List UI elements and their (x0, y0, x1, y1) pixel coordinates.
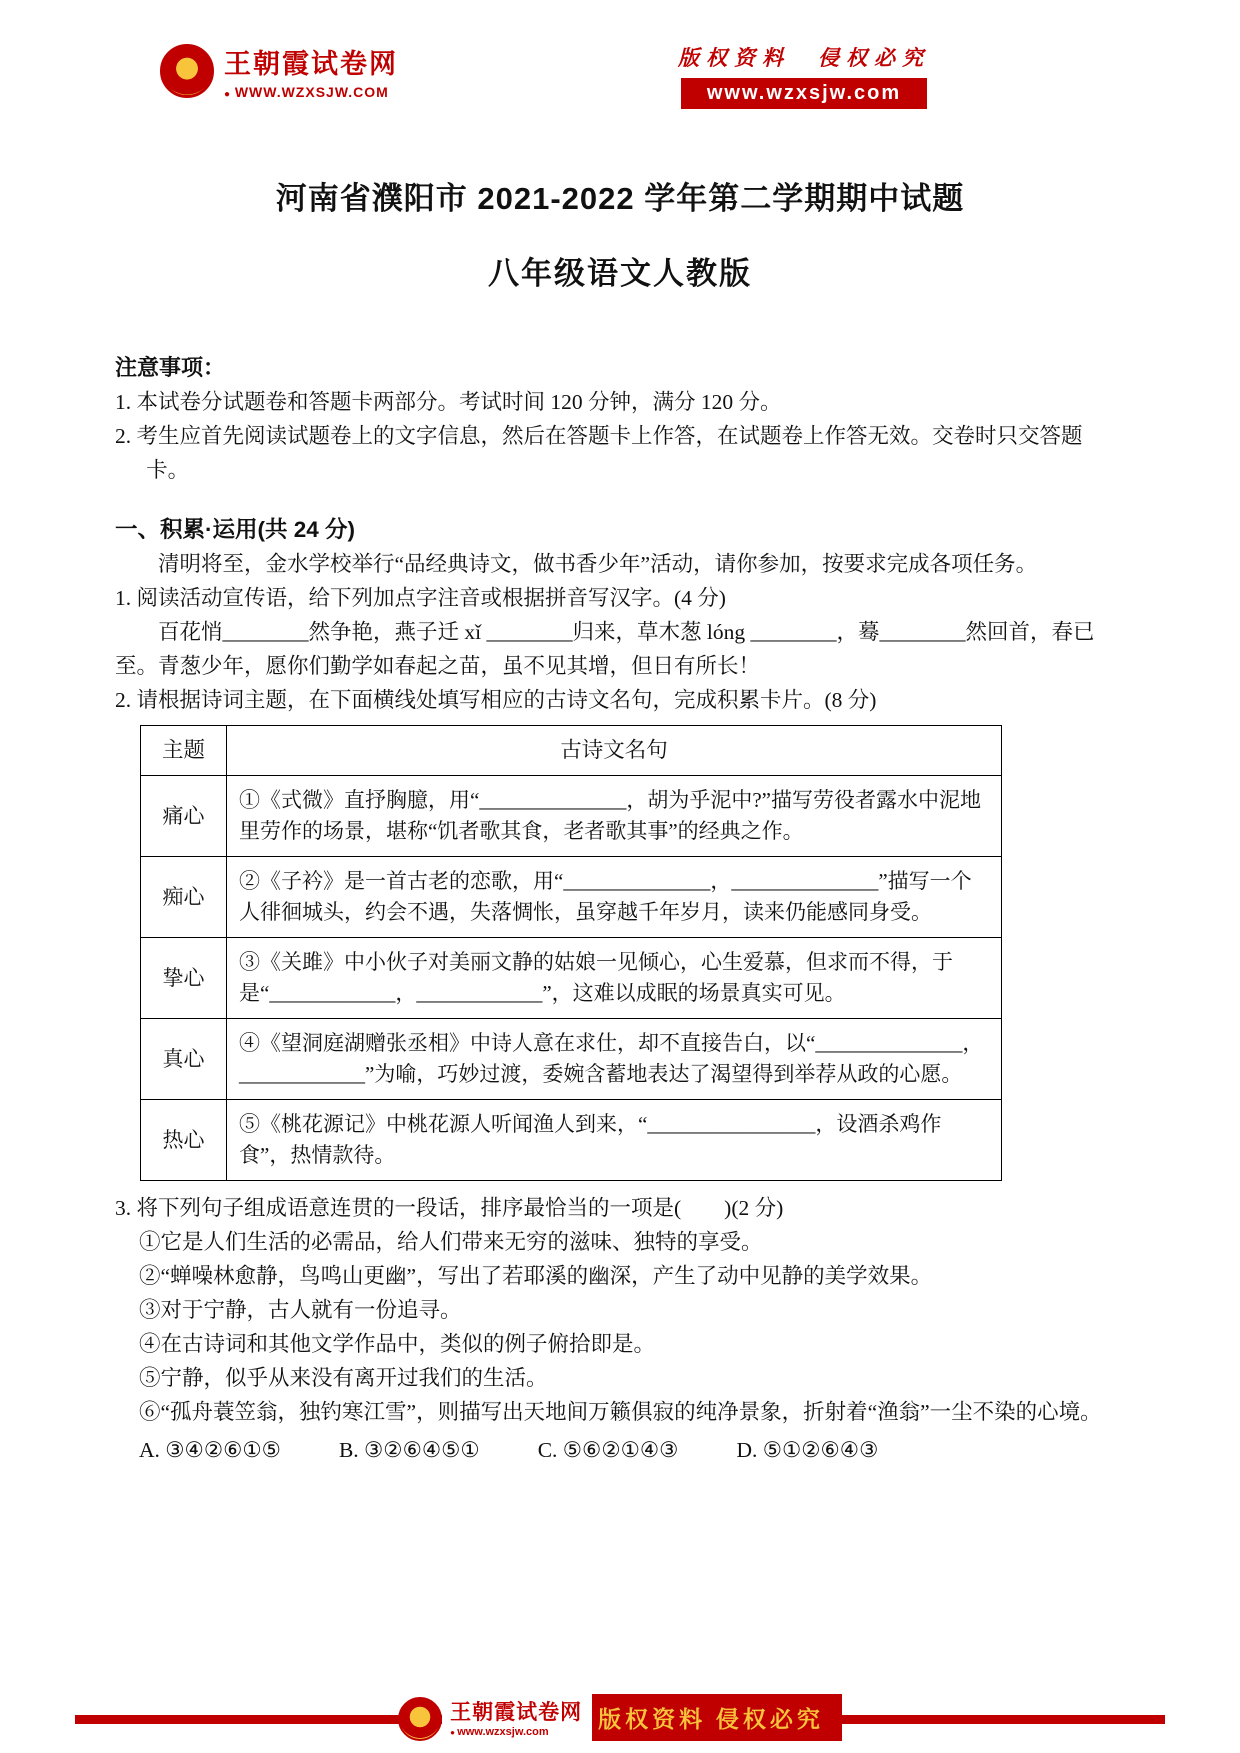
page-header (0, 0, 1240, 109)
exam-subtitle: 八年级语文人教版 (488, 256, 752, 291)
theme-cell: 真心 (141, 1019, 227, 1100)
table-row (141, 776, 1002, 857)
question-3-options (139, 1433, 1125, 1467)
poem-accumulation-table (140, 725, 1002, 1181)
site-logo (160, 42, 398, 100)
table-header-row (141, 726, 1002, 776)
section-intro: 清明将至，金水学校举行“品经典诗文，做书香少年”活动，请你参加，按要求完成各项任务。 (158, 552, 1038, 576)
theme-cell: 挚心 (141, 938, 227, 1019)
question-1-stem: 1. 阅读活动宣传语，给下列加点字注音或根据拼音写汉字。(4 分) (115, 586, 726, 610)
theme-column-header: 主题 (141, 726, 227, 776)
copyright-slogan: 版权资料 侵权必究 (678, 46, 930, 70)
verse-cell: ②《子衿》是一首古老的恋歌，用“______________，______________”描写一个人徘徊城头，约会不遇，失落惆怅，虽穿越千年岁月，读来仍能感同身受。 (227, 857, 1002, 938)
table-row (141, 938, 1002, 1019)
question-1-body: 百花悄________然争艳，燕子迁 xǐ ________归来，草木葱 lóng ________，蓦________然回首，春已至。青葱少年，愿你们勤学如春起之苗，虽不见其增，但日有所长！ (115, 620, 1095, 678)
exam-body (0, 351, 1240, 1467)
verse-cell: ⑤《桃花源记》中桃花源人听闻渔人到来，“________________，设酒杀鸡作食”，热情款待。 (227, 1100, 1002, 1181)
theme-cell: 痴心 (141, 857, 227, 938)
page-footer (0, 1693, 1240, 1745)
question-3-sentence: ①它是人们生活的必需品，给人们带来无穷的滋味、独特的享受。 (139, 1230, 763, 1254)
question-3-sentence: ③对于宁静，古人就有一份追寻。 (139, 1298, 462, 1322)
website-banner: www.wzxsjw.com (681, 78, 927, 109)
exam-title: 河南省濮阳市 2021-2022 学年第二学期期中试题 (275, 181, 965, 216)
brand-name: 王朝霞试卷网 (224, 49, 398, 79)
option-b: B. ③②⑥④⑤① (338, 1438, 480, 1462)
notice-heading: 注意事项： (115, 355, 226, 380)
notice-item: 1. 本试卷分试题卷和答题卡两部分。考试时间 120 分钟，满分 120 分。 (115, 390, 782, 414)
footer-copyright-slogan: 版权资料 侵权必究 (592, 1694, 842, 1741)
option-c: C. ⑤⑥②①④③ (537, 1438, 679, 1462)
footer-brand-name: 王朝霞试卷网 (450, 1701, 583, 1724)
theme-cell: 痛心 (141, 776, 227, 857)
brand-seal-icon (160, 44, 214, 98)
section-one-heading: 一、积累·运用(共 24 分) (115, 517, 356, 542)
question-2-stem: 2. 请根据诗词主题，在下面横线处填写相应的古诗文名句，完成积累卡片。(8 分) (115, 688, 877, 712)
brand-url: ● WWW.WZXSJW.COM (224, 84, 398, 100)
footer-brand-url: ● www.wzxsjw.com (450, 1726, 549, 1738)
footer-brand-seal-icon (398, 1697, 442, 1741)
verse-column-header: 古诗文名句 (227, 726, 1002, 776)
verse-cell: ③《关雎》中小伙子对美丽文静的姑娘一见倾心，心生爱慕，但求而不得，于是“____________，____________”，这难以成眠的场景真实可见。 (227, 938, 1002, 1019)
table-row (141, 1019, 1002, 1100)
verse-cell: ④《望洞庭湖赠张丞相》中诗人意在求仕，却不直接告白，以“______________，____________”为喻，巧妙过渡，委婉含蓄地表达了渴望得到举荐从政的心愿。 (227, 1019, 1002, 1100)
question-3-sentence: ④在古诗词和其他文学作品中，类似的例子俯拾即是。 (139, 1332, 656, 1356)
brand-text-block (224, 42, 398, 100)
question-3-sentence: ⑥“孤舟蓑笠翁，独钓寒江雪”，则描写出天地间万籁俱寂的纯净景象，折射着“渔翁”一尘不染的心境。 (139, 1400, 1102, 1424)
table-row (141, 857, 1002, 938)
verse-cell: ①《式微》直抒胸臆，用“______________，胡为乎泥中?”描写劳役者露水中泥地里劳作的场景，堪称“饥者歌其食，老者歌其事”的经典之作。 (227, 776, 1002, 857)
section-one (115, 513, 1125, 1467)
notice-item: 2. 考生应首先阅读试题卷上的文字信息，然后在答题卡上作答，在试题卷上作答无效。交卷时只交答题卡。 (115, 424, 1083, 482)
option-a: A. ③④②⑥①⑤ (139, 1438, 281, 1462)
question-3-stem: 3. 将下列句子组成语意连贯的一段话，排序最恰当的一项是( )(2 分) (115, 1196, 784, 1220)
table-row (141, 1100, 1002, 1181)
question-3-sentence: ⑤宁静，似乎从来没有离开过我们的生活。 (139, 1366, 548, 1390)
footer-brand-block (442, 1694, 592, 1740)
footer-content (0, 1693, 1240, 1741)
notice-section (115, 351, 1125, 487)
option-d: D. ⑤①②⑥④③ (736, 1438, 879, 1462)
question-3-sentence: ②“蝉噪林愈静，鸟鸣山更幽”，写出了若耶溪的幽深，产生了动中见静的美学效果。 (139, 1264, 933, 1288)
theme-cell: 热心 (141, 1100, 227, 1181)
copyright-block (678, 42, 930, 109)
